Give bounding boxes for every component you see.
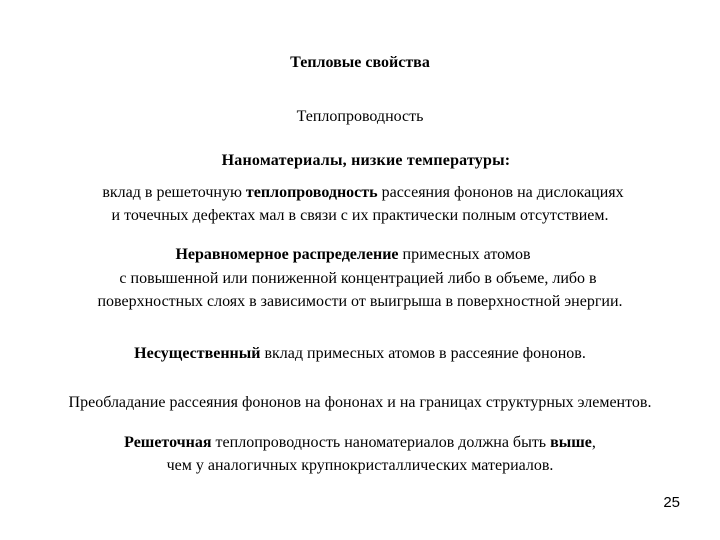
paragraph-2-text: примесных атомов xyxy=(398,246,531,263)
paragraph-2-line-2: с повышенной или пониженной концентрацией либо в объеме, либо в xyxy=(119,270,597,287)
paragraph-4: Преобладание рассеяния фононов на фононах и на границах структурных элементов. xyxy=(68,394,652,411)
paragraph-1-line-1 xyxy=(3,182,720,204)
page-number: 25 xyxy=(663,494,680,511)
section-heading: Наноматериалы, низкие температуры: xyxy=(221,152,511,169)
paragraph-5-emphasis: Решеточная xyxy=(124,434,212,451)
paragraph-1-line-2: и точечных дефектах мал в связи с их практически полным отсутствием. xyxy=(111,207,609,224)
paragraph-2-line-3: поверхностных слоях в зависимости от выигрыша в поверхностной энергии. xyxy=(97,293,623,310)
paragraph-5-emphasis-2: выше xyxy=(550,434,592,451)
slide-title: Тепловые свойства xyxy=(290,54,430,71)
paragraph-1-emphasis: теплопроводность xyxy=(245,184,378,201)
paragraph-3 xyxy=(0,343,720,365)
paragraph-1-text: вклад в решеточную xyxy=(102,184,246,201)
paragraph-5-line-2: чем у аналогичных крупнокристаллических материалов. xyxy=(166,457,554,474)
paragraph-3-emphasis: Несущественный xyxy=(134,345,261,362)
paragraph-2-emphasis: Неравномерное распределение xyxy=(175,246,399,263)
paragraph-5-text: теплопроводность наноматериалов должна быть xyxy=(211,434,551,451)
paragraph-5-line-1 xyxy=(0,432,720,454)
paragraph-3-text: вклад примесных атомов в рассеяние фононов. xyxy=(260,345,586,362)
slide-subtitle: Теплопроводность xyxy=(296,108,424,125)
paragraph-2-line-1 xyxy=(0,244,713,266)
paragraph-5-punct: , xyxy=(591,434,596,451)
paragraph-1-text: рассеяния фононов на дислокациях xyxy=(377,184,624,201)
